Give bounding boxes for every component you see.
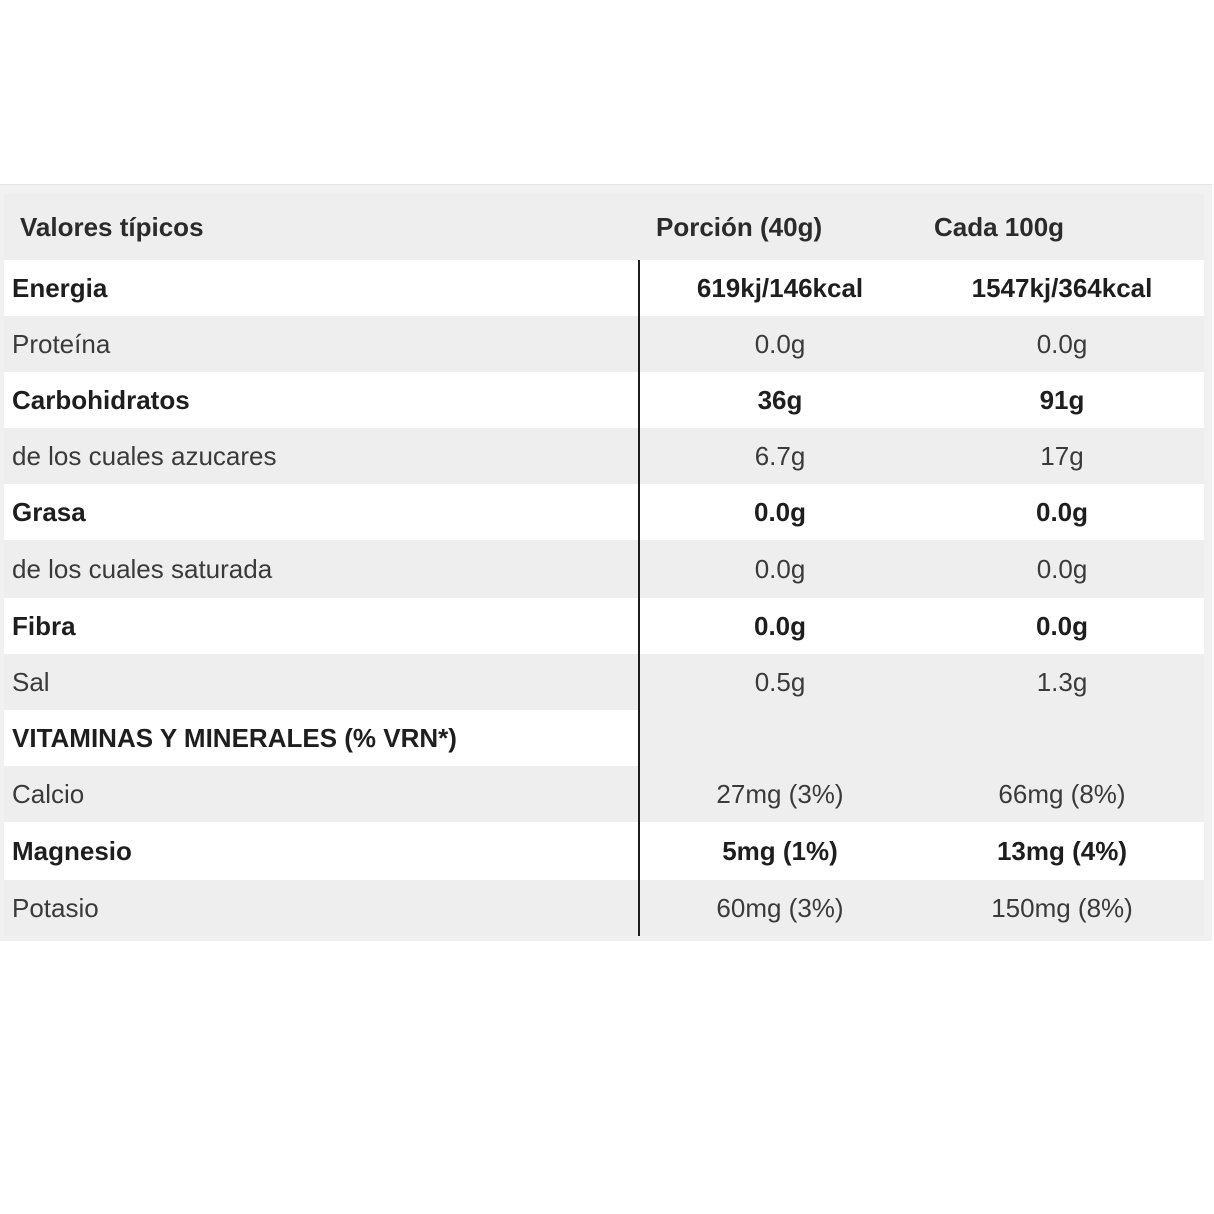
header-portion: Porción (40g): [656, 211, 823, 242]
row-portion-value: 0.0g: [638, 484, 920, 540]
header-per-100g: Cada 100g: [934, 211, 1065, 242]
row-portion-value: 0.0g: [638, 540, 920, 598]
row-portion-value: [638, 710, 920, 766]
table-header: [4, 194, 1204, 260]
table-section-row: [4, 710, 1204, 766]
row-portion-value: 27mg (3%): [638, 766, 920, 822]
table-row: [4, 766, 1204, 822]
row-per-100g-value: 1547kj/364kcal: [971, 272, 1153, 303]
row-label: Energia: [12, 272, 108, 303]
table-row: [4, 540, 1204, 598]
row-per-100g-value: 150mg (8%): [991, 892, 1133, 923]
row-portion-value: 0.0g: [638, 598, 920, 654]
nutrition-table: [4, 194, 1204, 936]
row-label: Calcio: [12, 778, 85, 809]
row-label: de los cuales saturada: [12, 553, 273, 584]
row-label: Proteína: [12, 328, 111, 359]
row-per-100g-value: 0.0g: [1036, 553, 1088, 584]
row-label: Sal: [12, 666, 50, 697]
table-row: [4, 654, 1204, 710]
row-portion-value: 0.0g: [638, 316, 920, 372]
row-per-100g-value: 1.3g: [1036, 666, 1088, 697]
row-portion-value: 36g: [638, 372, 920, 428]
row-per-100g-value: [920, 710, 1204, 766]
row-portion-value: 5mg (1%): [638, 822, 920, 880]
row-label: Fibra: [12, 610, 76, 641]
section-label: VITAMINAS Y MINERALES (% VRN*): [12, 722, 457, 753]
row-label: Grasa: [12, 496, 86, 527]
table-row: [4, 372, 1204, 428]
table-row: [4, 316, 1204, 372]
row-label: de los cuales azucares: [12, 440, 277, 471]
row-per-100g-value: 13mg (4%): [996, 835, 1128, 866]
header-label: Valores típicos: [20, 211, 204, 242]
row-label: Potasio: [12, 892, 99, 923]
row-portion-value: 0.5g: [638, 654, 920, 710]
table-row: [4, 484, 1204, 540]
row-portion-value: 619kj/146kcal: [638, 260, 920, 316]
row-per-100g-value: 91g: [1039, 384, 1085, 415]
table-row: [4, 428, 1204, 484]
row-per-100g-value: 0.0g: [1035, 496, 1089, 527]
row-label: Carbohidratos: [12, 384, 190, 415]
table-row: [4, 260, 1204, 316]
row-per-100g-value: 0.0g: [1035, 610, 1089, 641]
row-label: Magnesio: [12, 835, 132, 866]
table-row: [4, 822, 1204, 880]
row-portion-value: 60mg (3%): [638, 880, 920, 936]
row-per-100g-value: 66mg (8%): [998, 778, 1126, 809]
row-per-100g-value: 0.0g: [1036, 328, 1088, 359]
row-portion-value: 6.7g: [638, 428, 920, 484]
table-row: [4, 880, 1204, 936]
table-row: [4, 598, 1204, 654]
row-per-100g-value: 17g: [1040, 440, 1084, 471]
